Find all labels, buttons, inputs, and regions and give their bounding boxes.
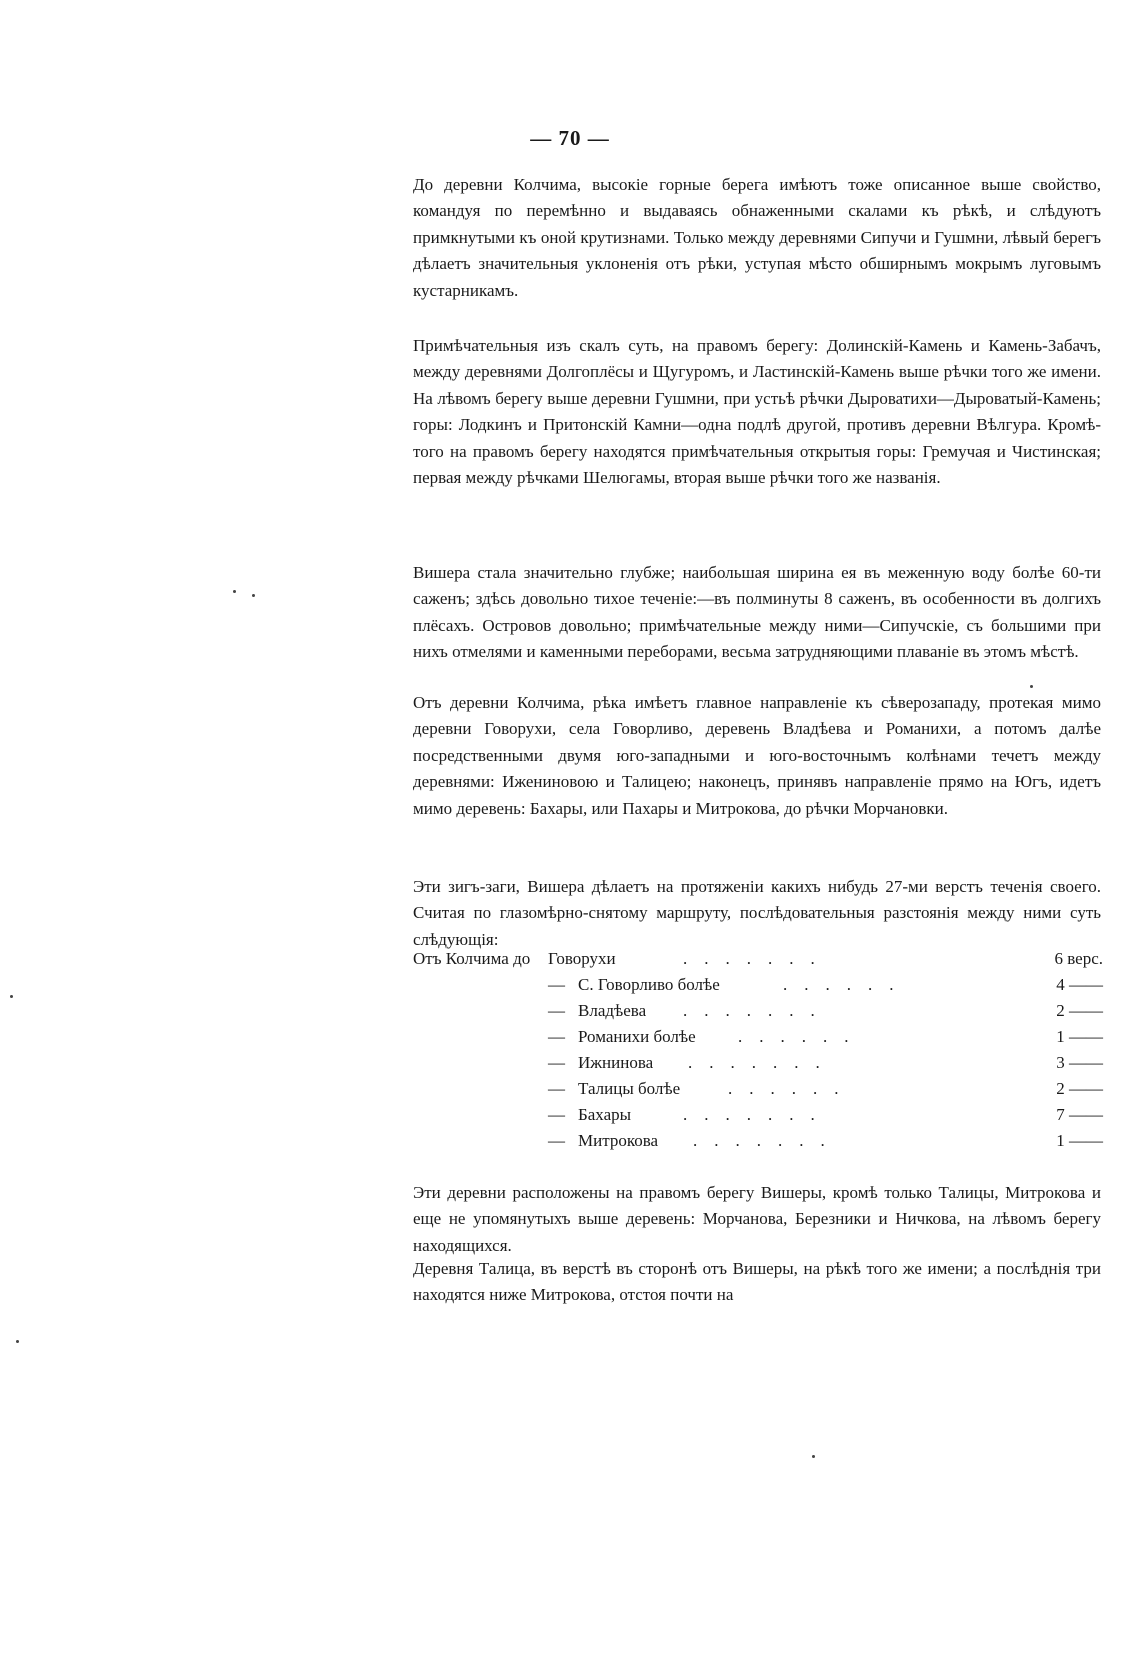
row-name: Говорухи <box>548 949 616 968</box>
table-row <box>413 1076 1103 1102</box>
row-lead: — <box>548 1079 565 1098</box>
table-row <box>413 1128 1103 1154</box>
table-row <box>413 1024 1103 1050</box>
scan-speck <box>812 1455 815 1458</box>
paragraph-1: До деревни Колчима, высокіе горные берега имѣютъ тоже описанное выше свойство, командуя по перемѣнно и выдаваясь обнаженными скалами къ рѣкѣ, и слѣдуютъ примкнутыми къ оной крутизнами. Только между деревнями Сипучи и Гушмни, лѣвый берегъ дѣлаетъ значительныя уклоненія отъ рѣки, уступая мѣсто обширнымъ мокрымъ луговымъ кустарникамъ. <box>413 175 1101 300</box>
paragraph-3: Вишера стала значительно глубже; наибольшая ширина ея въ меженную воду болѣе 60-ти саженъ; здѣсь довольно тихое теченіе:—въ полминуты 8 саженъ, въ особенности въ долгихъ плёсахъ. Островов довольно; примѣчательные между ними—Сипучскіе, съ большими при нихъ отмелями и каменными переборами, весьма затрудняющими плаваніе въ этомъ мѣстѣ. <box>413 563 1101 662</box>
table-row <box>413 1102 1103 1128</box>
scan-speck <box>233 590 236 593</box>
row-lead: Отъ Колчима до <box>413 949 531 968</box>
distance-table <box>413 946 1103 1154</box>
leader-dots: ....... <box>693 1131 842 1150</box>
scan-speck <box>1030 685 1033 688</box>
row-value: 3 —— <box>1056 1053 1103 1072</box>
leader-dots: ....... <box>688 1053 837 1072</box>
leader-dots: ...... <box>728 1079 856 1098</box>
scan-speck <box>10 995 13 998</box>
row-name: Бахары <box>578 1105 632 1124</box>
scan-speck <box>16 1340 19 1343</box>
paragraph-5: Эти зигъ-заги, Вишера дѣлаетъ на протяженіи какихъ нибудь 27-ми верстъ теченія своего. Считая по глазомѣрно-снятому маршруту, послѣдовательныя разстоянія между ними суть слѣдующія: <box>413 877 1101 949</box>
paragraph-7: Деревня Талица, въ верстѣ въ сторонѣ отъ Вишеры, на рѣкѣ того же имени; а послѣднія три находятся ниже Митрокова, отстоя почти на <box>413 1259 1101 1305</box>
table-row <box>413 1050 1103 1076</box>
row-value: 4 —— <box>1056 975 1103 994</box>
row-name: Романихи болѣе <box>578 1027 696 1046</box>
leader-dots: ....... <box>683 1001 832 1020</box>
row-value: 1 —— <box>1056 1027 1103 1046</box>
paragraph-2: Примѣчательныя изъ скалъ суть, на правомъ берегу: Долинскій-Камень и Камень-Забачъ, между деревнями Долгоплёсы и Щугуромъ, и Ластинскій-Камень выше рѣчки того же имени. На лѣвомъ берегу выше деревни Гушмни, при устьѣ рѣчки Дыроватихи—Дыроватый-Камень; горы: Лодкинъ и Притонскій Камни—одна подлѣ другой, противъ деревни Вѣлгура. Кромѣ-того на правомъ берегу находятся примѣчательныя открытыя горы: Гремучая и Чистинская; первая между рѣчками Шелюгамы, вторая выше рѣчки того же названія. <box>413 336 1101 488</box>
paragraph-6: Эти деревни расположены на правомъ берегу Вишеры, кромѣ только Талицы, Митрокова и еще не упомянутыхъ выше деревень: Морчанова, Березники и Ничкова, на лѣвомъ берегу находящихся. <box>413 1183 1101 1255</box>
row-value: 6 верс. <box>1054 949 1103 968</box>
row-lead: — <box>548 1027 565 1046</box>
row-value: 7 —— <box>1056 1105 1103 1124</box>
row-name: Ижнинова <box>578 1053 654 1072</box>
row-lead: — <box>548 1131 565 1150</box>
table-row <box>413 946 1103 972</box>
page-number: — 70 — <box>530 126 610 150</box>
row-name: Митрокова <box>578 1131 659 1150</box>
row-name: Талицы болѣе <box>578 1079 681 1098</box>
row-value: 2 —— <box>1056 1079 1103 1098</box>
row-value: 2 —— <box>1056 1001 1103 1020</box>
table-row <box>413 972 1103 998</box>
leader-dots: ...... <box>783 975 911 994</box>
row-lead: — <box>548 1105 565 1124</box>
paragraph-4: Отъ деревни Колчима, рѣка имѣетъ главное направленіе къ сѣверозападу, протекая мимо деревни Говорухи, села Говорливо, деревень Владѣева и Романихи, а потомъ далѣе посредственными двумя юго-западными и юго-восточнымъ колѣнами течетъ между деревнями: Ижениновою и Талицею; наконецъ, принявъ направленіе прямо на Югъ, идетъ мимо деревень: Бахары, или Пахары и Митрокова, до рѣчки Морчановки. <box>413 693 1101 818</box>
leader-dots: ....... <box>683 949 832 968</box>
scan-speck <box>252 594 255 597</box>
leader-dots: ....... <box>683 1105 832 1124</box>
row-name: С. Говорливо болѣе <box>578 975 720 994</box>
row-lead: — <box>548 1001 565 1020</box>
row-lead: — <box>548 1053 565 1072</box>
row-name: Владѣева <box>578 1001 647 1020</box>
table-row <box>413 998 1103 1024</box>
leader-dots: ...... <box>738 1027 866 1046</box>
row-lead: — <box>548 975 565 994</box>
row-value: 1 —— <box>1056 1131 1103 1150</box>
